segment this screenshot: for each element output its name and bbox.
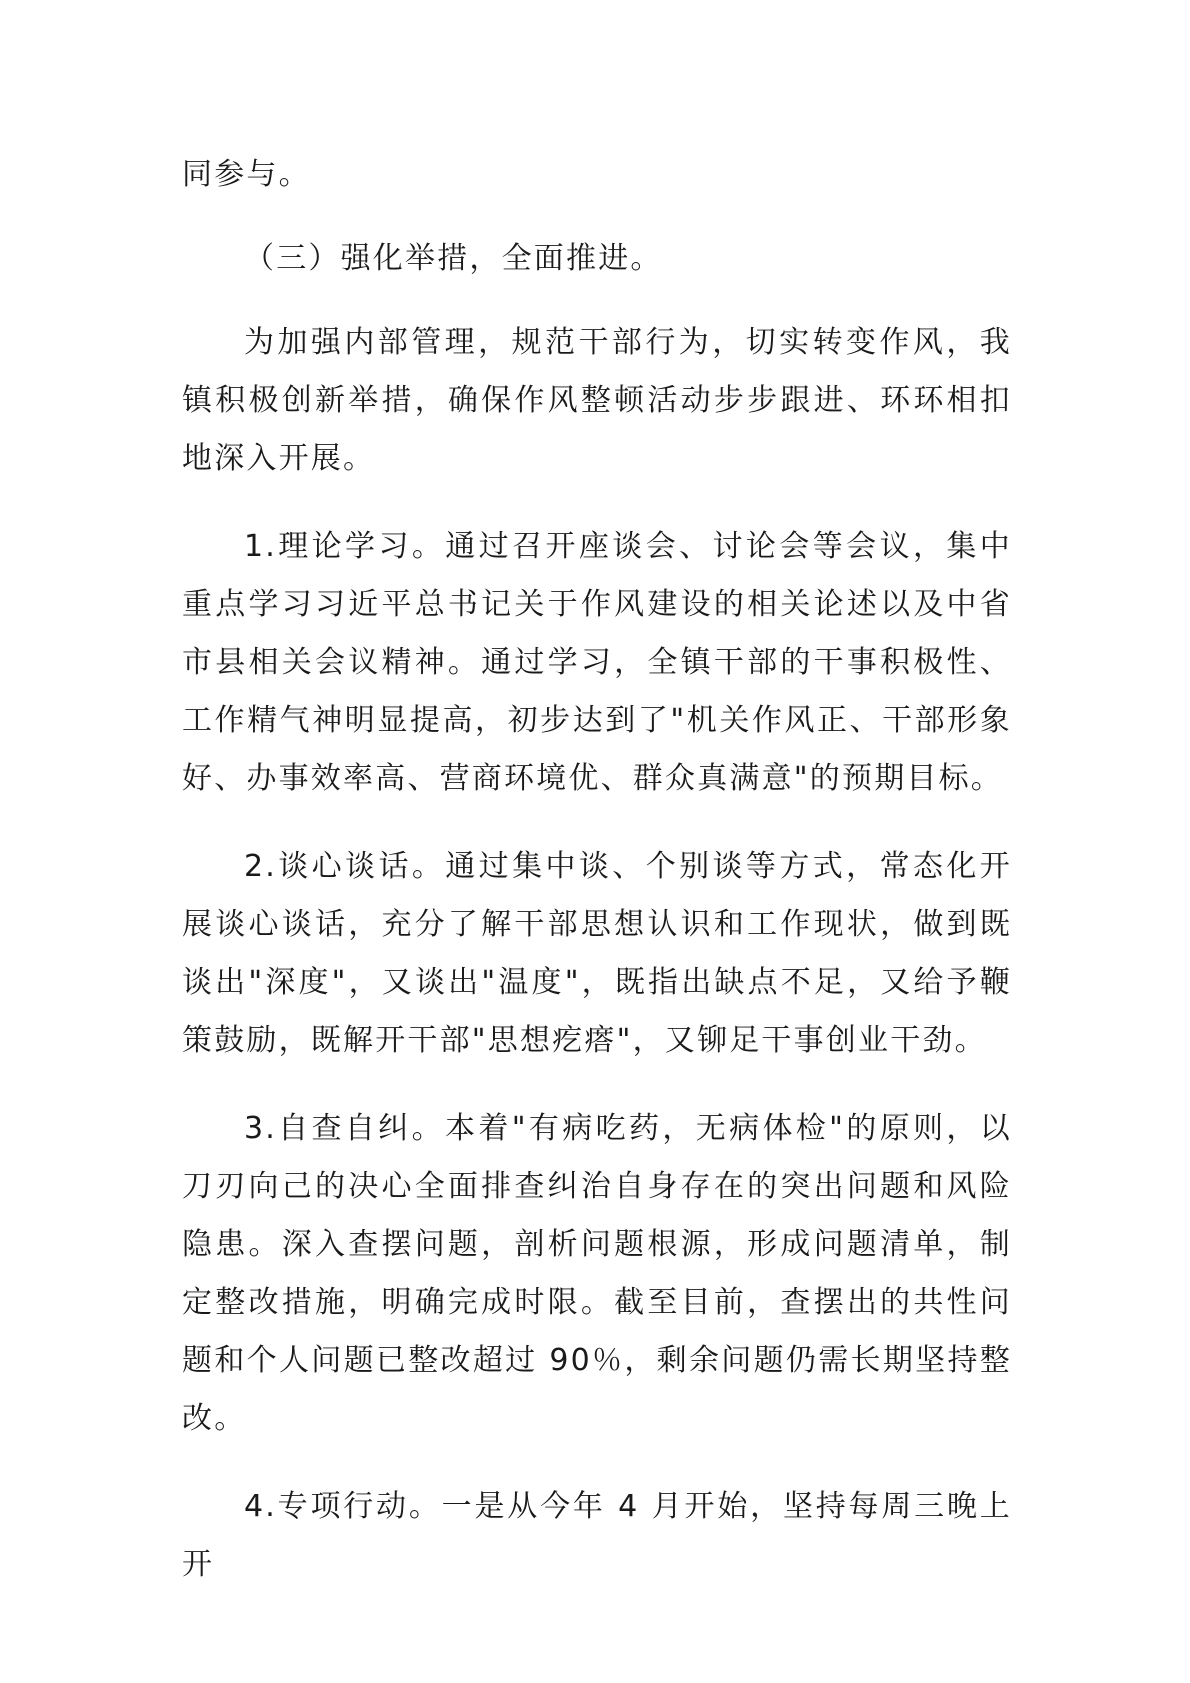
paragraph-item-4: 4.专项行动。一是从今年 4 月开始，坚持每周三晚上开 [182,1489,1012,1582]
paragraph-item-1: 1.理论学习。通过召开座谈会、讨论会等会议，集中重点学习习近平总书记关于作风建设的相关论述以及中省市县相关会议精神。通过学习，全镇干部的干事积极性、工作精气神明显提高，初步达到了"机关作风正、干部形象好、办事效率高、营商环境优、群众真满意"的预期目标。 [182,529,1012,796]
paragraph-item-3: 3.自查自纠。本着"有病吃药，无病体检"的原则，以刀刃向己的决心全面排查纠治自身存在的突出问题和风险隐患。深入查摆问题，剖析问题根源，形成问题清单，制定整改措施，明确完成时限。截至目前，查摆出的共性问题和个人问题已整改超过 90％，剩余问题仍需长期坚持整改。 [182,1111,1012,1436]
document-body [182,146,1012,1594]
section-heading: （三）强化举措，全面推进。 [244,241,663,276]
paragraph-intro: 为加强内部管理，规范干部行为，切实转变作风，我镇积极创新举措，确保作风整顿活动步步跟进、环环相扣地深入开展。 [182,325,1012,476]
paragraph-continuation: 同参与。 [182,157,311,192]
paragraph-item-2: 2.谈心谈话。通过集中谈、个别谈等方式，常态化开展谈心谈话，充分了解干部思想认识和工作现状，做到既谈出"深度"，又谈出"温度"，既指出缺点不足，又给予鞭策鼓励，既解开干部"思想疙瘩"，又铆足干事创业干劲。 [182,849,1012,1058]
